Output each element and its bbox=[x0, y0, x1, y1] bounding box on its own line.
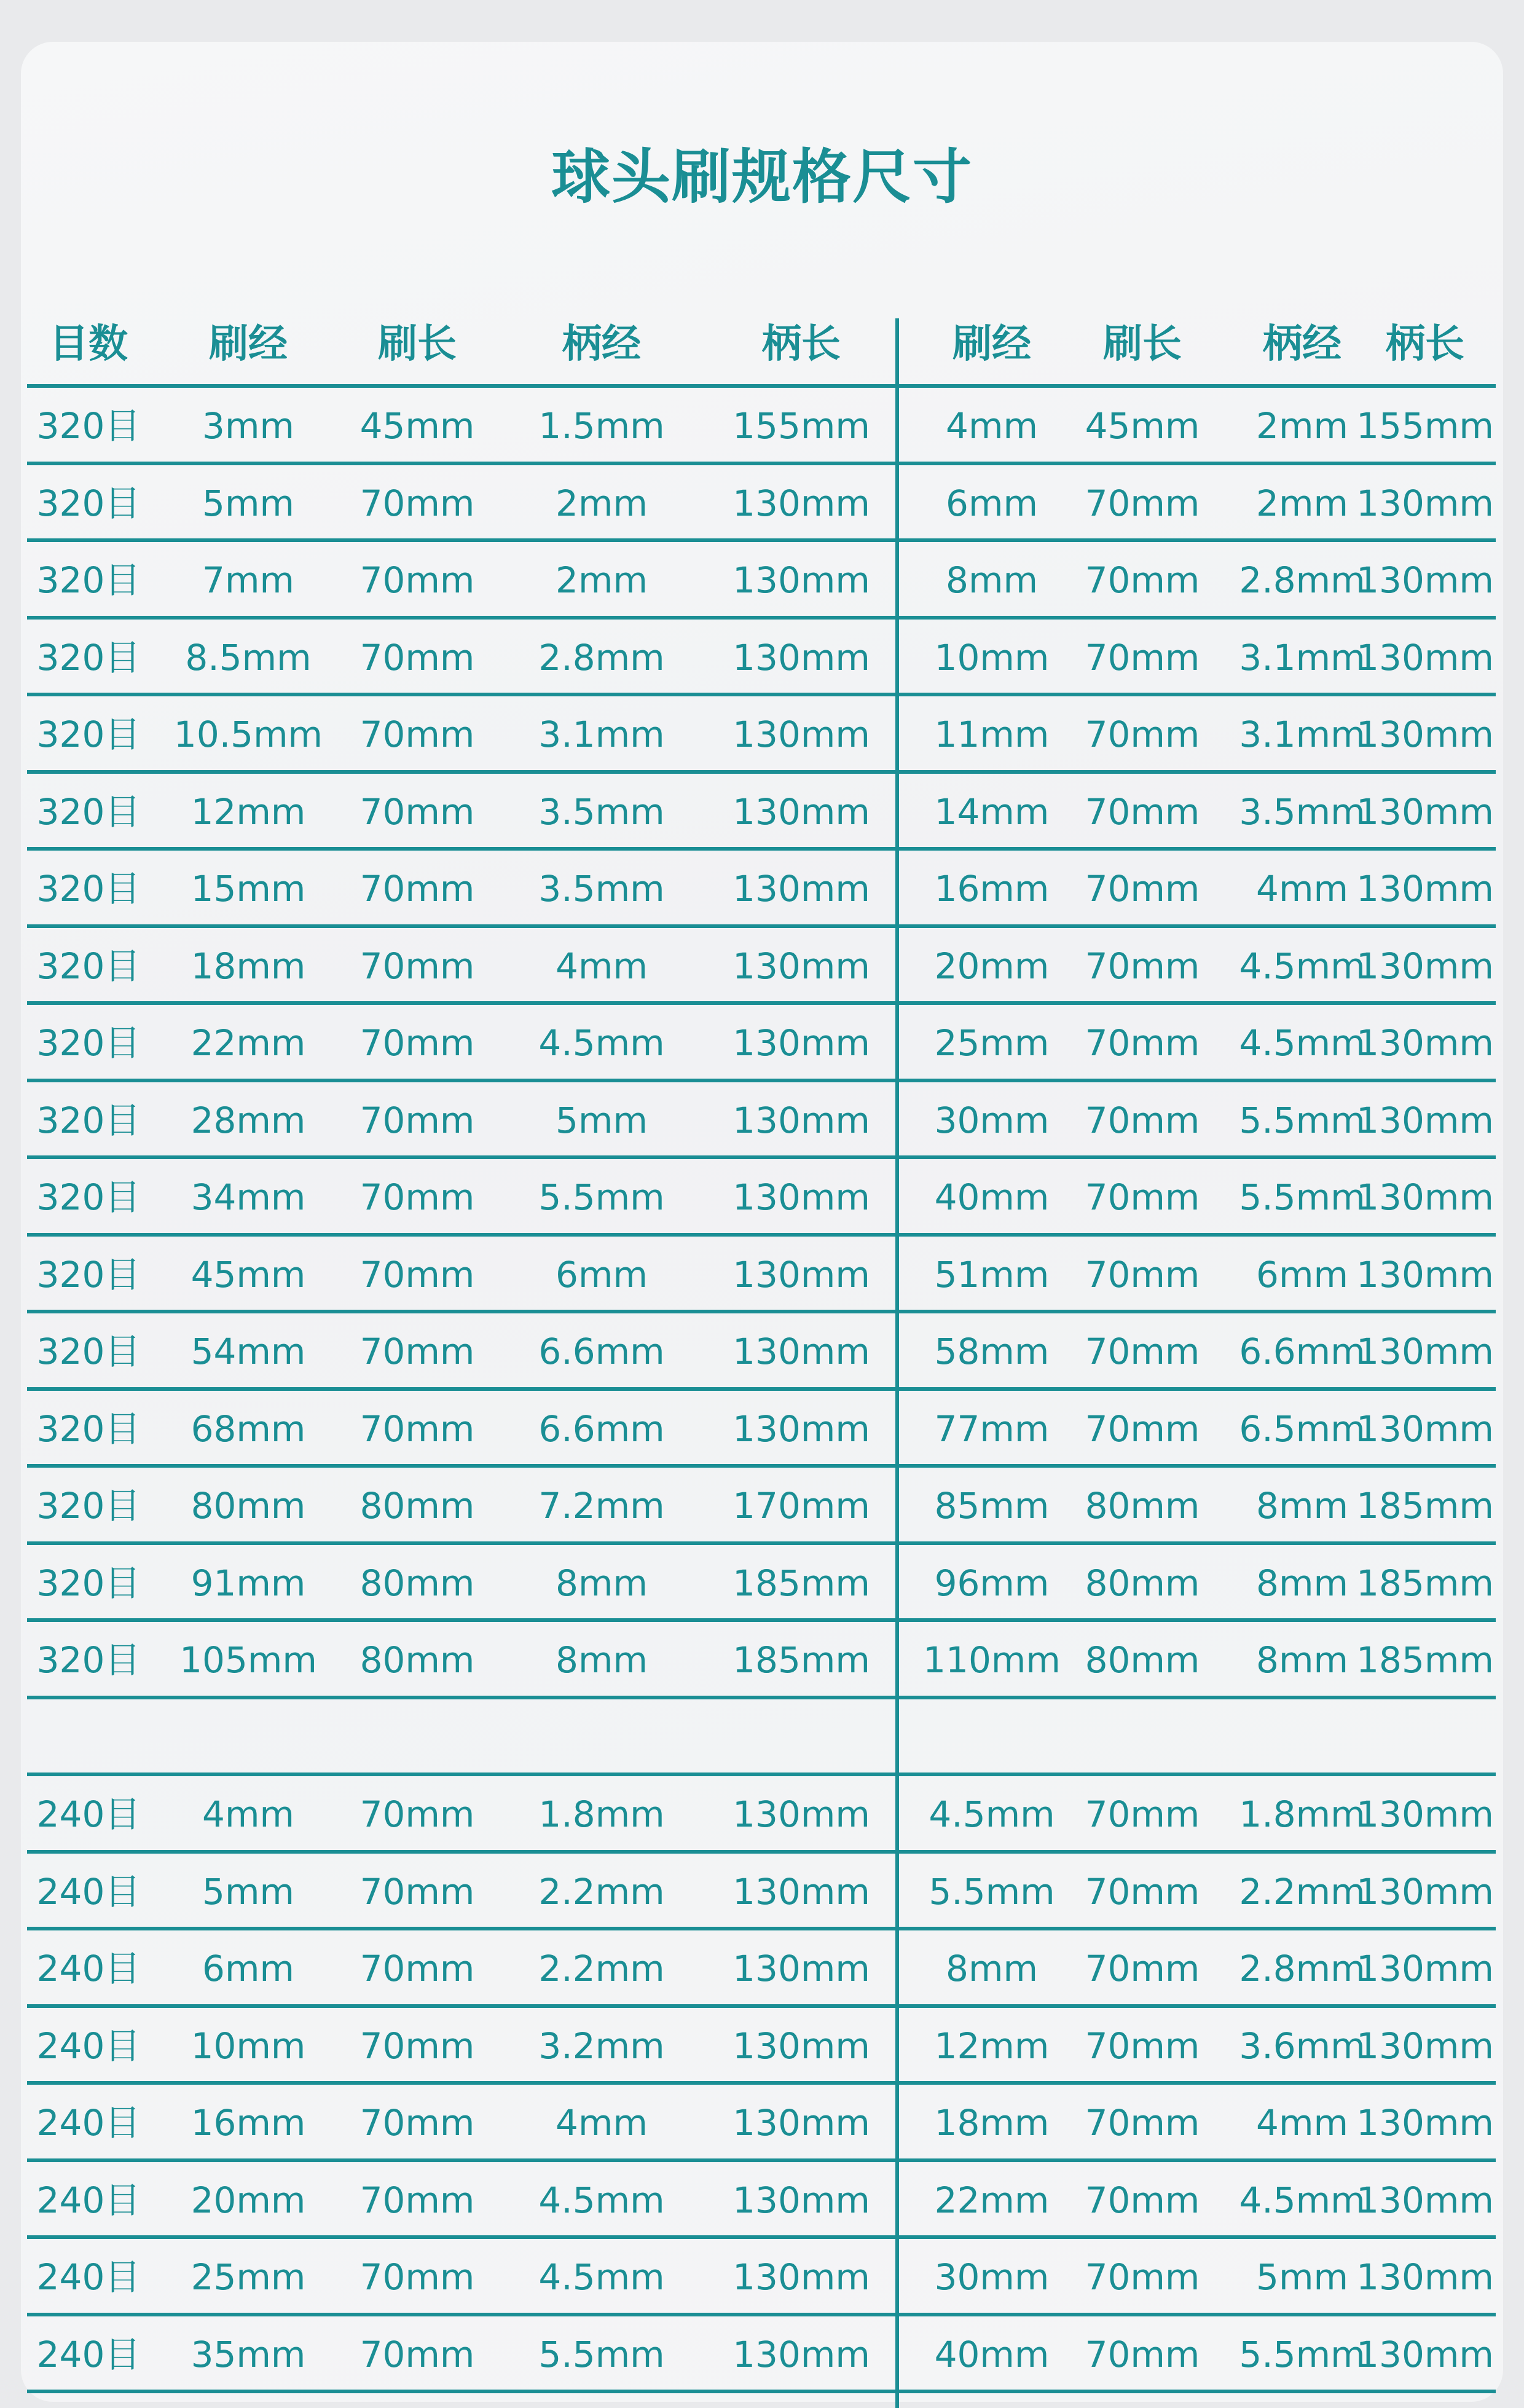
cell-mesh: 320目 bbox=[36, 636, 141, 679]
cell-handle-diameter: 6.6mm bbox=[538, 1331, 665, 1372]
cell-mesh: 320目 bbox=[36, 559, 141, 601]
cell-handle-length: 130mm bbox=[733, 559, 870, 601]
cell-handle-length-2: 130mm bbox=[1356, 1407, 1494, 1450]
cell-brush-length-2: 70mm bbox=[1085, 559, 1200, 601]
cell-handle-diameter: 4mm bbox=[556, 945, 648, 987]
cell-brush-diameter-2 bbox=[900, 1699, 1084, 1773]
cell-handle-diameter: 2.2mm bbox=[538, 1948, 665, 1989]
cell-brush-diameter-2: 30mm bbox=[934, 1099, 1050, 1141]
cell-brush-diameter-2: 30mm bbox=[934, 2256, 1050, 2298]
cell-brush-length-2: 70mm bbox=[1085, 2333, 1200, 2375]
cell-mesh: 320目 bbox=[36, 1485, 141, 1527]
cell-handle-length-2: 130mm bbox=[1356, 1099, 1494, 1141]
cell-brush-length: 70mm bbox=[359, 1870, 475, 1913]
cell-handle-diameter-2: 5.5mm bbox=[1239, 1099, 1365, 1141]
cell-handle-length-2: 185mm bbox=[1356, 1562, 1494, 1604]
table-row bbox=[27, 928, 1496, 1002]
table-header bbox=[27, 304, 1496, 384]
cell-handle-diameter: 7.2mm bbox=[538, 1485, 665, 1527]
cell-handle-length-2: 130mm bbox=[1356, 2333, 1494, 2375]
table-row bbox=[27, 620, 1496, 693]
table-row bbox=[27, 1468, 1496, 1541]
cell-handle-length: 130mm bbox=[733, 1870, 870, 1913]
cell-brush-diameter-2: 16mm bbox=[934, 868, 1050, 910]
cell-handle-length-2: 130mm bbox=[1356, 1253, 1494, 1296]
cell-brush-length: 70mm bbox=[359, 1331, 475, 1372]
cell-brush-diameter bbox=[165, 1699, 331, 1773]
header-handle-diameter: 柄经 bbox=[562, 321, 641, 367]
cell-handle-length-2: 130mm bbox=[1356, 1948, 1494, 1989]
cell-handle-length-2: 130mm bbox=[1356, 1331, 1494, 1372]
cell-brush-diameter-2: 40mm bbox=[934, 2333, 1050, 2375]
cell-handle-diameter: 5mm bbox=[556, 1099, 648, 1141]
table-row bbox=[27, 1622, 1496, 1696]
cell-brush-diameter-2: 10mm bbox=[934, 636, 1050, 679]
cell-brush-diameter-2: 77mm bbox=[934, 1407, 1050, 1450]
cell-brush-diameter-2: 14mm bbox=[934, 790, 1050, 833]
cell-handle-diameter-2: 6.5mm bbox=[1239, 1407, 1365, 1450]
cell-handle-length-2: 130mm bbox=[1356, 2256, 1494, 2298]
cell-brush-length-2: 70mm bbox=[1085, 868, 1200, 910]
cell-handle-length: 130mm bbox=[733, 1022, 870, 1064]
cell-brush-diameter: 5mm bbox=[202, 482, 294, 524]
cell-handle-length: 130mm bbox=[733, 1793, 870, 1835]
cell-brush-diameter: 5mm bbox=[202, 1870, 294, 1913]
cell-brush-diameter-2: 4.5mm bbox=[929, 1793, 1055, 1835]
header-brush-length-2: 刷长 bbox=[1103, 321, 1182, 367]
cell-handle-length: 130mm bbox=[733, 2024, 870, 2067]
cell-mesh: 320目 bbox=[36, 1407, 141, 1450]
cell-handle-length-2: 130mm bbox=[1356, 945, 1494, 987]
cell-brush-length: 70mm bbox=[359, 1407, 475, 1450]
cell-brush-length: 70mm bbox=[359, 636, 475, 679]
cell-handle-length-2: 130mm bbox=[1356, 1022, 1494, 1064]
cell-handle-length: 130mm bbox=[733, 945, 870, 987]
cell-brush-diameter: 8.5mm bbox=[185, 636, 312, 679]
cell-mesh: 240目 bbox=[36, 1948, 141, 1989]
cell-handle-diameter: 3.5mm bbox=[538, 868, 665, 910]
cell-handle-diameter: 1.8mm bbox=[538, 1793, 665, 1835]
cell-brush-length: 80mm bbox=[359, 1485, 475, 1527]
table-row bbox=[27, 2316, 1496, 2390]
cell-handle-length: 185mm bbox=[733, 1639, 870, 1681]
cell-brush-length: 45mm bbox=[359, 405, 475, 447]
cell-brush-length: 70mm bbox=[359, 482, 475, 524]
cell-handle-length bbox=[709, 1699, 894, 1773]
cell-handle-length: 130mm bbox=[733, 2256, 870, 2298]
cell-brush-length: 80mm bbox=[359, 1562, 475, 1604]
cell-brush-length-2: 70mm bbox=[1085, 1022, 1200, 1064]
cell-brush-length-2: 70mm bbox=[1085, 790, 1200, 833]
cell-brush-diameter-2: 110mm bbox=[923, 1639, 1061, 1681]
cell-handle-length: 155mm bbox=[733, 405, 870, 447]
cell-handle-length: 130mm bbox=[733, 2333, 870, 2375]
cell-mesh: 320目 bbox=[36, 1099, 141, 1141]
cell-handle-diameter-2: 8mm bbox=[1256, 1485, 1348, 1527]
cell-handle-length-2: 130mm bbox=[1356, 868, 1494, 910]
cell-brush-diameter: 22mm bbox=[190, 1022, 306, 1064]
cell-handle-diameter-2: 5mm bbox=[1256, 2256, 1348, 2298]
cell-handle-length-2: 130mm bbox=[1356, 2179, 1494, 2221]
cell-brush-length-2: 70mm bbox=[1085, 482, 1200, 524]
cell-handle-length-2: 185mm bbox=[1356, 1485, 1494, 1527]
cell-brush-length: 70mm bbox=[359, 868, 475, 910]
cell-handle-diameter-2: 5.5mm bbox=[1239, 1176, 1365, 1218]
cell-brush-length: 70mm bbox=[359, 2102, 475, 2144]
table-row bbox=[27, 542, 1496, 616]
cell-mesh: 240目 bbox=[36, 2333, 141, 2375]
cell-handle-length-2 bbox=[1342, 1699, 1508, 1773]
cell-handle-diameter-2: 3.1mm bbox=[1239, 714, 1365, 755]
cell-handle-diameter: 6.6mm bbox=[538, 1407, 665, 1450]
cell-brush-length-2: 70mm bbox=[1085, 2024, 1200, 2067]
cell-handle-diameter bbox=[506, 1699, 697, 1773]
cell-brush-diameter: 28mm bbox=[190, 1099, 306, 1141]
cell-brush-length: 70mm bbox=[359, 945, 475, 987]
cell-handle-length-2: 130mm bbox=[1356, 1793, 1494, 1835]
page-title: 球头刷规格尺寸 bbox=[551, 143, 973, 211]
cell-brush-length: 70mm bbox=[359, 1253, 475, 1296]
cell-brush-diameter: 54mm bbox=[190, 1331, 306, 1372]
cell-handle-diameter-2: 3.6mm bbox=[1239, 2024, 1365, 2067]
cell-mesh: 320目 bbox=[36, 482, 141, 524]
cell-handle-diameter-2: 6.6mm bbox=[1239, 1331, 1365, 1372]
cell-brush-length-2: 80mm bbox=[1085, 1485, 1200, 1527]
cell-handle-length-2: 130mm bbox=[1356, 714, 1494, 755]
header-brush-length: 刷长 bbox=[378, 321, 457, 367]
table-row bbox=[27, 1776, 1496, 1850]
cell-handle-diameter-2: 3.5mm bbox=[1239, 790, 1365, 833]
table-row bbox=[27, 1237, 1496, 1310]
cell-brush-diameter: 10mm bbox=[190, 2024, 306, 2067]
cell-brush-length-2: 70mm bbox=[1085, 1176, 1200, 1218]
cell-brush-length-2: 45mm bbox=[1085, 405, 1200, 447]
cell-handle-length-2: 130mm bbox=[1356, 559, 1494, 601]
table-row bbox=[27, 774, 1496, 848]
cell-handle-length: 130mm bbox=[733, 1176, 870, 1218]
cell-brush-diameter: 34mm bbox=[190, 1176, 306, 1218]
cell-handle-length-2: 130mm bbox=[1356, 1176, 1494, 1218]
cell-brush-length-2: 70mm bbox=[1085, 945, 1200, 987]
cell-brush-length-2: 70mm bbox=[1085, 1793, 1200, 1835]
cell-handle-length: 130mm bbox=[733, 482, 870, 524]
cell-brush-length: 70mm bbox=[359, 714, 475, 755]
cell-brush-diameter: 25mm bbox=[190, 2256, 306, 2298]
table-row bbox=[27, 465, 1496, 539]
table-row bbox=[27, 1082, 1496, 1156]
cell-brush-length-2: 70mm bbox=[1085, 1870, 1200, 1913]
cell-brush-diameter: 45mm bbox=[190, 1253, 306, 1296]
table-row bbox=[27, 1313, 1496, 1387]
cell-brush-length: 70mm bbox=[359, 559, 475, 601]
cell-handle-diameter-2: 4.5mm bbox=[1239, 945, 1365, 987]
cell-handle-diameter-2: 6mm bbox=[1256, 1253, 1348, 1296]
cell-brush-length-2: 70mm bbox=[1085, 714, 1200, 755]
cell-mesh: 320目 bbox=[36, 945, 141, 987]
cell-brush-diameter: 91mm bbox=[190, 1562, 306, 1604]
cell-brush-diameter-2: 22mm bbox=[934, 2179, 1050, 2221]
row-divider bbox=[27, 2390, 1496, 2393]
cell-handle-diameter: 8mm bbox=[556, 1639, 648, 1681]
cell-handle-diameter: 4.5mm bbox=[538, 2179, 665, 2221]
cell-brush-diameter: 15mm bbox=[190, 868, 306, 910]
cell-mesh: 320目 bbox=[36, 1022, 141, 1064]
cell-brush-length: 70mm bbox=[359, 1022, 475, 1064]
table-row bbox=[27, 1391, 1496, 1465]
cell-mesh: 320目 bbox=[36, 1562, 141, 1604]
cell-handle-diameter: 2mm bbox=[556, 482, 648, 524]
cell-handle-diameter-2: 2.8mm bbox=[1239, 559, 1365, 601]
table-row bbox=[27, 1545, 1496, 1619]
cell-handle-length: 130mm bbox=[733, 2179, 870, 2221]
cell-brush-diameter-2: 5.5mm bbox=[929, 1870, 1055, 1913]
cell-handle-length: 130mm bbox=[733, 636, 870, 679]
table-row bbox=[27, 2085, 1496, 2158]
cell-handle-diameter-2: 2mm bbox=[1256, 405, 1348, 447]
cell-brush-length-2: 70mm bbox=[1085, 636, 1200, 679]
cell-handle-diameter: 4.5mm bbox=[538, 2256, 665, 2298]
cell-brush-length: 80mm bbox=[359, 1639, 475, 1681]
cell-mesh: 320目 bbox=[36, 1176, 141, 1218]
cell-handle-diameter-2: 4mm bbox=[1256, 2102, 1348, 2144]
cell-handle-length-2: 130mm bbox=[1356, 790, 1494, 833]
cell-brush-length-2: 70mm bbox=[1085, 1331, 1200, 1372]
cell-handle-diameter: 1.5mm bbox=[538, 405, 665, 447]
cell-handle-diameter: 2.8mm bbox=[538, 636, 665, 679]
cell-brush-diameter: 16mm bbox=[190, 2102, 306, 2144]
cell-brush-diameter: 7mm bbox=[202, 559, 294, 601]
cell-handle-diameter-2: 8mm bbox=[1256, 1562, 1348, 1604]
cell-brush-length-2: 80mm bbox=[1085, 1562, 1200, 1604]
cell-brush-diameter-2: 58mm bbox=[934, 1331, 1050, 1372]
cell-brush-length: 70mm bbox=[359, 2333, 475, 2375]
cell-brush-diameter: 18mm bbox=[190, 945, 306, 987]
cell-brush-length-2: 70mm bbox=[1085, 2102, 1200, 2144]
cell-brush-diameter: 6mm bbox=[202, 1948, 294, 1989]
cell-mesh: 240目 bbox=[36, 2256, 141, 2298]
cell-handle-diameter: 4.5mm bbox=[538, 1022, 665, 1064]
cell-mesh: 320目 bbox=[36, 1331, 141, 1372]
cell-handle-diameter: 3.5mm bbox=[538, 790, 665, 833]
cell-brush-diameter: 12mm bbox=[190, 790, 306, 833]
cell-brush-diameter: 20mm bbox=[190, 2179, 306, 2221]
cell-handle-length: 130mm bbox=[733, 1099, 870, 1141]
cell-brush-length-2: 70mm bbox=[1085, 1948, 1200, 1989]
cell-handle-diameter: 8mm bbox=[556, 1562, 648, 1604]
cell-handle-length: 130mm bbox=[733, 714, 870, 755]
cell-brush-diameter-2: 20mm bbox=[934, 945, 1050, 987]
cell-handle-length-2: 155mm bbox=[1356, 405, 1494, 447]
cell-brush-diameter-2: 4mm bbox=[946, 405, 1038, 447]
cell-handle-length-2: 130mm bbox=[1356, 2102, 1494, 2144]
cell-brush-diameter-2: 96mm bbox=[934, 1562, 1050, 1604]
cell-handle-diameter: 5.5mm bbox=[538, 2333, 665, 2375]
cell-brush-length bbox=[337, 1699, 497, 1773]
cell-brush-length: 70mm bbox=[359, 2179, 475, 2221]
cell-handle-length: 130mm bbox=[733, 1948, 870, 1989]
header-handle-length-2: 柄长 bbox=[1386, 321, 1464, 367]
header-handle-diameter-2: 柄经 bbox=[1263, 321, 1341, 367]
table-row bbox=[27, 388, 1496, 462]
cell-brush-length: 70mm bbox=[359, 1176, 475, 1218]
cell-mesh: 320目 bbox=[36, 1253, 141, 1296]
cell-brush-length: 70mm bbox=[359, 1948, 475, 1989]
cell-mesh: 320目 bbox=[36, 868, 141, 910]
cell-brush-diameter: 10.5mm bbox=[173, 714, 323, 755]
cell-brush-diameter: 3mm bbox=[202, 405, 294, 447]
cell-brush-diameter-2: 85mm bbox=[934, 1485, 1050, 1527]
cell-brush-length-2 bbox=[1059, 1699, 1225, 1773]
cell-brush-diameter-2: 25mm bbox=[934, 1022, 1050, 1064]
cell-brush-diameter-2: 51mm bbox=[934, 1253, 1050, 1296]
cell-brush-length: 70mm bbox=[359, 1099, 475, 1141]
cell-brush-length-2: 70mm bbox=[1085, 1407, 1200, 1450]
cell-brush-diameter-2: 6mm bbox=[946, 482, 1038, 524]
cell-handle-diameter-2: 4.5mm bbox=[1239, 1022, 1365, 1064]
table-row bbox=[27, 2008, 1496, 2082]
cell-handle-length: 185mm bbox=[733, 1562, 870, 1604]
cell-brush-diameter: 68mm bbox=[190, 1407, 306, 1450]
header-brush-diameter: 刷经 bbox=[209, 321, 288, 367]
cell-mesh bbox=[27, 1699, 150, 1773]
cell-brush-length-2: 80mm bbox=[1085, 1639, 1200, 1681]
cell-handle-diameter: 6mm bbox=[556, 1253, 648, 1296]
cell-mesh: 240目 bbox=[36, 2102, 141, 2144]
cell-brush-diameter-2: 8mm bbox=[946, 1948, 1038, 1989]
table-row bbox=[27, 1699, 1496, 1773]
cell-handle-length: 130mm bbox=[733, 1331, 870, 1372]
cell-brush-length-2: 70mm bbox=[1085, 1253, 1200, 1296]
cell-brush-length: 70mm bbox=[359, 790, 475, 833]
cell-brush-diameter: 105mm bbox=[179, 1639, 317, 1681]
table-row bbox=[27, 1854, 1496, 1927]
cell-handle-diameter-2: 5.5mm bbox=[1239, 2333, 1365, 2375]
cell-handle-length-2: 130mm bbox=[1356, 482, 1494, 524]
cell-mesh: 240目 bbox=[36, 1870, 141, 1913]
cell-brush-diameter-2: 12mm bbox=[934, 2024, 1050, 2067]
cell-mesh: 240目 bbox=[36, 2179, 141, 2221]
table-row bbox=[27, 2162, 1496, 2236]
cell-mesh: 240目 bbox=[36, 1793, 141, 1835]
cell-brush-length-2: 70mm bbox=[1085, 2256, 1200, 2298]
cell-brush-diameter-2: 8mm bbox=[946, 559, 1038, 601]
cell-handle-length: 130mm bbox=[733, 2102, 870, 2144]
cell-brush-diameter: 35mm bbox=[190, 2333, 306, 2375]
table-row bbox=[27, 696, 1496, 770]
cell-mesh: 320目 bbox=[36, 714, 141, 755]
table-row bbox=[27, 1005, 1496, 1079]
cell-handle-diameter-2: 2mm bbox=[1256, 482, 1348, 524]
cell-handle-diameter: 3.2mm bbox=[538, 2024, 665, 2067]
cell-mesh: 320目 bbox=[36, 405, 141, 447]
cell-handle-length: 170mm bbox=[733, 1485, 870, 1527]
cell-handle-length: 130mm bbox=[733, 790, 870, 833]
cell-handle-diameter: 3.1mm bbox=[538, 714, 665, 755]
cell-handle-diameter-2: 1.8mm bbox=[1239, 1793, 1365, 1835]
cell-brush-diameter: 80mm bbox=[190, 1485, 306, 1527]
cell-handle-diameter: 2mm bbox=[556, 559, 648, 601]
cell-mesh: 320目 bbox=[36, 790, 141, 833]
table-row bbox=[27, 2239, 1496, 2313]
cell-mesh: 240目 bbox=[36, 2024, 141, 2067]
cell-brush-diameter: 4mm bbox=[202, 1793, 294, 1835]
cell-handle-diameter: 4mm bbox=[556, 2102, 648, 2144]
cell-brush-diameter-2: 40mm bbox=[934, 1176, 1050, 1218]
cell-brush-length: 70mm bbox=[359, 1793, 475, 1835]
header-brush-diameter-2: 刷经 bbox=[952, 321, 1031, 367]
cell-handle-length-2: 130mm bbox=[1356, 636, 1494, 679]
header-mesh: 目数 bbox=[49, 321, 128, 367]
cell-handle-diameter-2: 2.8mm bbox=[1239, 1948, 1365, 1989]
cell-handle-length-2: 185mm bbox=[1356, 1639, 1494, 1681]
cell-brush-length-2: 70mm bbox=[1085, 1099, 1200, 1141]
cell-brush-diameter-2: 11mm bbox=[934, 714, 1050, 755]
cell-handle-diameter-2: 2.2mm bbox=[1239, 1870, 1365, 1913]
cell-handle-diameter-2: 4mm bbox=[1256, 868, 1348, 910]
table-row bbox=[27, 1159, 1496, 1233]
cell-handle-diameter-2: 4.5mm bbox=[1239, 2179, 1365, 2221]
cell-handle-diameter: 2.2mm bbox=[538, 1870, 665, 1913]
cell-brush-length-2: 70mm bbox=[1085, 2179, 1200, 2221]
cell-handle-length-2: 130mm bbox=[1356, 1870, 1494, 1913]
cell-brush-length: 70mm bbox=[359, 2256, 475, 2298]
cell-handle-length: 130mm bbox=[733, 868, 870, 910]
table-row bbox=[27, 851, 1496, 924]
cell-brush-length: 70mm bbox=[359, 2024, 475, 2067]
cell-mesh: 320目 bbox=[36, 1639, 141, 1681]
table-row bbox=[27, 1930, 1496, 2004]
cell-handle-length-2: 130mm bbox=[1356, 2024, 1494, 2067]
cell-handle-diameter: 5.5mm bbox=[538, 1176, 665, 1218]
cell-handle-length: 130mm bbox=[733, 1253, 870, 1296]
cell-handle-diameter-2: 8mm bbox=[1256, 1639, 1348, 1681]
cell-handle-length: 130mm bbox=[733, 1407, 870, 1450]
cell-brush-diameter-2: 18mm bbox=[934, 2102, 1050, 2144]
header-handle-length: 柄长 bbox=[762, 321, 841, 367]
cell-handle-diameter-2: 3.1mm bbox=[1239, 636, 1365, 679]
